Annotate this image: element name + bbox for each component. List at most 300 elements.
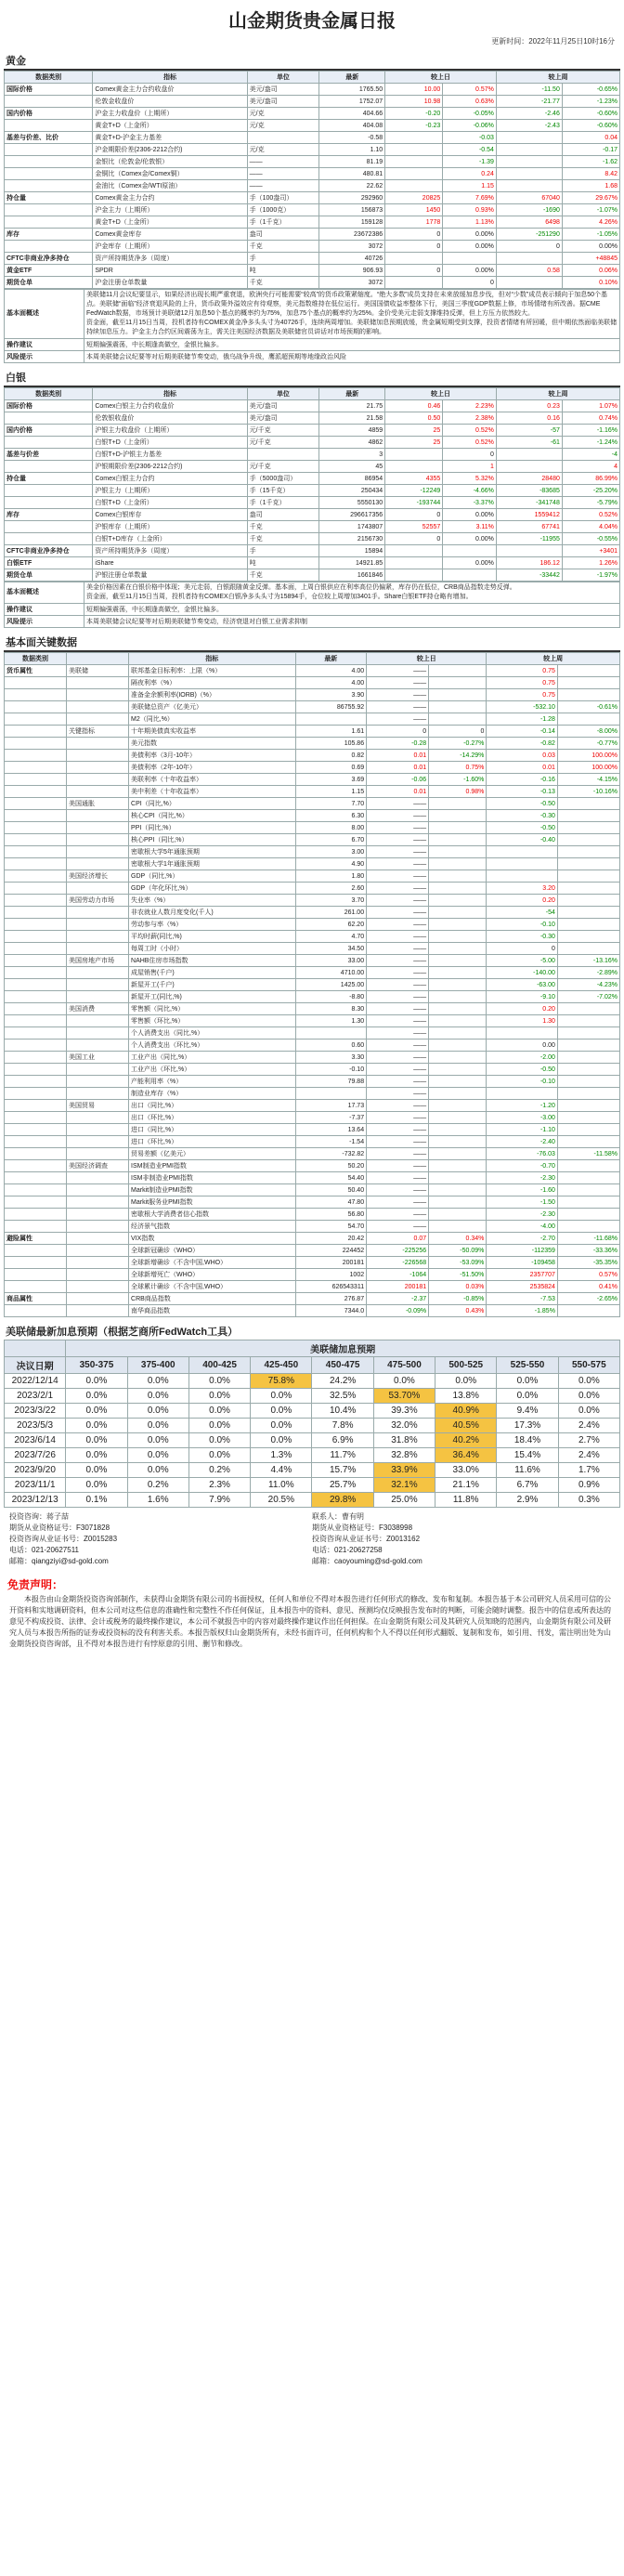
gold-cell: -0.60% <box>562 108 619 120</box>
macro-cell: 2357707 <box>487 1269 558 1281</box>
fedwatch-cell: 0.0% <box>497 1374 558 1389</box>
macro-cell <box>557 1100 619 1112</box>
silver-cell: 期货仓单 <box>5 569 93 582</box>
macro-cell: -0.16 <box>487 774 558 786</box>
macro-cell <box>67 1172 129 1184</box>
gold-cell: 黄金T+D（上金所） <box>93 216 247 229</box>
silver-row <box>5 521 620 533</box>
macro-cell: 0.03% <box>429 1281 487 1293</box>
macro-cell: —— <box>367 1052 429 1064</box>
silver-cell: 1.26% <box>562 557 619 569</box>
macro-cell: 美国经济增长 <box>67 870 129 883</box>
gold-cell: Comex黄金主力合约 <box>93 192 247 204</box>
silver-row <box>5 497 620 509</box>
macro-cell: NAHB住房市场指数 <box>129 955 296 967</box>
macro-cell <box>557 689 619 701</box>
macro-cell: 100.00% <box>557 762 619 774</box>
macro-cell <box>429 870 487 883</box>
gold-cell: 沪金库存（上期所） <box>93 241 247 253</box>
fedwatch-cell: 0.3% <box>558 1493 619 1508</box>
macro-row <box>5 810 620 822</box>
macro-cell <box>67 846 129 858</box>
silver-cell <box>5 437 93 449</box>
silver-cell: 千克 <box>247 521 319 533</box>
fedwatch-cell: 0.0% <box>188 1374 250 1389</box>
macro-cell: 0 <box>487 943 558 955</box>
silver-cell: Comex白银库存 <box>93 509 247 521</box>
fedwatch-group-header: 美联储加息预期 <box>66 1340 620 1357</box>
analyst-left-line: 期货从业资格证号：F3071828 <box>9 1523 110 1532</box>
silver-row <box>5 569 620 582</box>
macro-row <box>5 726 620 738</box>
fedwatch-cell: 75.8% <box>251 1374 312 1389</box>
fedwatch-cell: 15.4% <box>497 1448 558 1463</box>
gold-cell: 1.15 <box>443 180 497 192</box>
fedwatch-cell: 2023/7/26 <box>5 1448 66 1463</box>
macro-cell <box>5 846 67 858</box>
macro-cell: -5.00 <box>487 955 558 967</box>
silver-cell: 1.07% <box>562 400 619 412</box>
fedwatch-cell: 0.0% <box>66 1419 127 1433</box>
gold-cell: 10.98 <box>385 96 443 108</box>
macro-cell <box>5 774 67 786</box>
macro-cell: 隔夜利率（%） <box>129 677 296 689</box>
gold-cell: —— <box>247 156 319 168</box>
macro-cell: 276.87 <box>295 1293 367 1305</box>
fedwatch-cell: 53.70% <box>373 1389 435 1404</box>
gold-cell: -0.60% <box>562 120 619 132</box>
silver-header-0: 数据类别 <box>5 388 93 400</box>
macro-cell <box>429 713 487 726</box>
macro-cell: —— <box>367 907 429 919</box>
fedwatch-cell: 2023/6/14 <box>5 1433 66 1448</box>
silver-cell: 1 <box>443 461 497 473</box>
silver-cell: 0.00% <box>443 557 497 569</box>
macro-cell <box>429 1148 487 1160</box>
silver-cell: 2156730 <box>319 533 385 545</box>
fedwatch-cell: 11.6% <box>497 1463 558 1478</box>
fedwatch-cell: 31.8% <box>373 1433 435 1448</box>
macro-cell: 0.75 <box>487 665 558 677</box>
macro-cell: 0.98% <box>429 786 487 798</box>
gold-cell: -0.65% <box>562 84 619 96</box>
gold-cell: -1.07% <box>562 204 619 216</box>
macro-cell: -0.30 <box>487 810 558 822</box>
gold-cell: -0.20 <box>385 108 443 120</box>
macro-cell <box>429 665 487 677</box>
silver-cell: 0.46 <box>385 400 443 412</box>
fedwatch-cell: 0.0% <box>558 1374 619 1389</box>
fedwatch-col-header: 425-450 <box>251 1357 312 1374</box>
fedwatch-cell: 0.0% <box>188 1433 250 1448</box>
macro-row <box>5 774 620 786</box>
gold-cell: 1.10 <box>319 144 385 156</box>
silver-cell <box>385 557 443 569</box>
gold-row <box>5 108 620 120</box>
fedwatch-row <box>5 1433 620 1448</box>
macro-cell <box>5 1305 67 1317</box>
macro-row <box>5 1184 620 1196</box>
analyst-info <box>4 1508 620 1571</box>
silver-cell: -0.55% <box>562 533 619 545</box>
fedwatch-cell: 1.3% <box>251 1448 312 1463</box>
macro-cell: 1425.00 <box>295 979 367 991</box>
macro-cell: -2.40 <box>487 1136 558 1148</box>
macro-cell <box>5 931 67 943</box>
gold-header-3: 最新 <box>319 72 385 84</box>
macro-cell <box>429 1088 487 1100</box>
silver-cell: 0.16 <box>496 412 562 425</box>
silver-cell: 0.52% <box>443 425 497 437</box>
macro-cell <box>295 1027 367 1040</box>
macro-cell <box>5 750 67 762</box>
silver-cell <box>496 461 562 473</box>
gold-cell: 0 <box>385 265 443 277</box>
macro-cell: -0.77% <box>557 738 619 750</box>
macro-cell: 1.15 <box>295 786 367 798</box>
macro-header-6: 较上周 <box>487 653 620 665</box>
gold-header-2: 单位 <box>247 72 319 84</box>
silver-section-title: 白银 <box>4 369 620 387</box>
macro-cell <box>67 1027 129 1040</box>
silver-cell: 4859 <box>319 425 385 437</box>
macro-cell: 56.80 <box>295 1209 367 1221</box>
fedwatch-cell: 0.0% <box>127 1404 188 1419</box>
macro-header-1 <box>67 653 129 665</box>
macro-cell <box>5 1245 67 1257</box>
macro-cell: 商品属性 <box>5 1293 67 1305</box>
silver-cell: Comex白银主力合约收盘价 <box>93 400 247 412</box>
macro-cell: -2.30 <box>487 1172 558 1184</box>
silver-cell: -1.24% <box>562 437 619 449</box>
analyst-left-line: 投资咨询：蒋子喆 <box>9 1512 69 1521</box>
gold-cell: 0.24 <box>443 168 497 180</box>
macro-cell: —— <box>367 1148 429 1160</box>
silver-cell: 手（15千克） <box>247 485 319 497</box>
macro-cell: -11.58% <box>557 1148 619 1160</box>
analyst-right-line: 联系人：曹有明 <box>312 1512 364 1521</box>
macro-row <box>5 1281 620 1293</box>
silver-cell: -57 <box>496 425 562 437</box>
macro-cell: 0.82 <box>295 750 367 762</box>
silver-cell <box>496 449 562 461</box>
macro-cell <box>67 1196 129 1209</box>
macro-cell: 每周工时（小时） <box>129 943 296 955</box>
macro-cell <box>5 1160 67 1172</box>
macro-cell <box>487 1027 558 1040</box>
macro-cell <box>67 701 129 713</box>
gold-cell: 国内价格 <box>5 108 93 120</box>
gold-cell <box>247 132 319 144</box>
gold-cell: 0.57% <box>443 84 497 96</box>
gold-cell: 906.93 <box>319 265 385 277</box>
fedwatch-cell: 0.0% <box>127 1419 188 1433</box>
fedwatch-cell: 32.0% <box>373 1419 435 1433</box>
gold-cell: 0 <box>443 277 497 289</box>
gold-cell <box>496 180 562 192</box>
macro-cell <box>429 943 487 955</box>
macro-cell <box>67 1088 129 1100</box>
silver-cell: 3 <box>319 449 385 461</box>
silver-cell: -33442 <box>496 569 562 582</box>
macro-cell <box>67 750 129 762</box>
macro-cell: CRB商品指数 <box>129 1293 296 1305</box>
macro-cell <box>429 1160 487 1172</box>
macro-cell: 经济景气指数 <box>129 1221 296 1233</box>
gold-summary-label: 基本面概述 <box>5 290 84 339</box>
macro-cell <box>429 919 487 931</box>
macro-cell: 50.40 <box>295 1184 367 1196</box>
macro-cell: 1.80 <box>295 870 367 883</box>
macro-cell <box>295 713 367 726</box>
gold-cell: 千克 <box>247 277 319 289</box>
gold-cell: 40726 <box>319 253 385 265</box>
macro-cell <box>557 1088 619 1100</box>
gold-cell: 0 <box>385 229 443 241</box>
macro-cell <box>5 1148 67 1160</box>
silver-cell <box>385 461 443 473</box>
macro-cell: 成屋销售(千户) <box>129 967 296 979</box>
macro-cell: -63.00 <box>487 979 558 991</box>
macro-cell <box>557 1196 619 1209</box>
gold-text-table <box>4 289 620 363</box>
macro-cell: 失业率（%） <box>129 895 296 907</box>
fedwatch-row <box>5 1419 620 1433</box>
macro-cell <box>557 943 619 955</box>
macro-cell: -1064 <box>367 1269 429 1281</box>
silver-cell: -3.37% <box>443 497 497 509</box>
macro-cell: 1002 <box>295 1269 367 1281</box>
macro-cell <box>429 1040 487 1052</box>
fedwatch-cell: 0.0% <box>66 1448 127 1463</box>
gold-cell: 期货仓单 <box>5 277 93 289</box>
macro-cell <box>67 931 129 943</box>
macro-row <box>5 858 620 870</box>
fedwatch-cell: 0.0% <box>436 1374 497 1389</box>
macro-cell <box>557 1064 619 1076</box>
macro-cell <box>5 1015 67 1027</box>
macro-cell <box>67 1015 129 1027</box>
macro-cell <box>5 858 67 870</box>
gold-cell: 金铜比（Comex金/Comex铜） <box>93 168 247 180</box>
macro-cell <box>5 810 67 822</box>
fedwatch-cell: 0.0% <box>66 1389 127 1404</box>
gold-cell: 0.04 <box>562 132 619 144</box>
macro-cell: 0.01 <box>367 786 429 798</box>
macro-cell <box>557 1124 619 1136</box>
silver-cell: 86.99% <box>562 473 619 485</box>
macro-cell <box>429 1064 487 1076</box>
macro-cell: -4.00 <box>487 1221 558 1233</box>
macro-cell: 核心PPI（同比,%） <box>129 834 296 846</box>
macro-cell <box>429 895 487 907</box>
macro-cell <box>67 713 129 726</box>
macro-cell: -0.10 <box>487 919 558 931</box>
fedwatch-cell: 2.7% <box>558 1433 619 1448</box>
macro-cell: 6.70 <box>295 834 367 846</box>
macro-cell: -0.13 <box>487 786 558 798</box>
gold-cell <box>5 144 93 156</box>
macro-row <box>5 931 620 943</box>
gold-cell <box>5 168 93 180</box>
macro-cell <box>67 774 129 786</box>
gold-cell: 黄金ETF <box>5 265 93 277</box>
gold-cell: 156873 <box>319 204 385 216</box>
silver-cell: 296617356 <box>319 509 385 521</box>
macro-cell: 62.20 <box>295 919 367 931</box>
macro-cell <box>5 834 67 846</box>
macro-cell: 货币属性 <box>5 665 67 677</box>
silver-cell: 0 <box>443 449 497 461</box>
macro-cell: 3.69 <box>295 774 367 786</box>
macro-cell <box>5 1112 67 1124</box>
macro-cell: 劳动参与率（%） <box>129 919 296 931</box>
gold-cell: 10.00 <box>385 84 443 96</box>
macro-cell: —— <box>367 1221 429 1233</box>
macro-row <box>5 750 620 762</box>
macro-cell: 全球新冠确诊（WHO） <box>129 1245 296 1257</box>
macro-cell: -8.80 <box>295 991 367 1003</box>
analyst-right <box>312 1511 615 1567</box>
silver-risk: 本周美联储会议纪要等对后期美联储节奏变动，经济衰退对白银工业需求抑制 <box>84 616 620 628</box>
silver-cell: 186.12 <box>496 557 562 569</box>
macro-cell <box>5 895 67 907</box>
analyst-left-line: 投资咨询从业证书号：Z0015283 <box>9 1535 118 1543</box>
fedwatch-cell: 0.0% <box>127 1463 188 1478</box>
silver-cell: 千克 <box>247 569 319 582</box>
macro-cell: 3.30 <box>295 1052 367 1064</box>
gold-cell: 手 <box>247 253 319 265</box>
gold-header-4: 较上日 <box>385 72 497 84</box>
macro-cell: 出口（同比,%） <box>129 1100 296 1112</box>
silver-cell <box>443 545 497 557</box>
macro-cell: -51.50% <box>429 1269 487 1281</box>
macro-cell: -1.50 <box>487 1196 558 1209</box>
silver-cell: -341748 <box>496 497 562 509</box>
fedwatch-row <box>5 1389 620 1404</box>
silver-cell: 手（5000盎司） <box>247 473 319 485</box>
gold-advice-label: 操作建议 <box>5 339 84 351</box>
macro-header-2: 指标 <box>129 653 296 665</box>
gold-cell: -251290 <box>496 229 562 241</box>
fedwatch-cell: 0.0% <box>188 1448 250 1463</box>
macro-cell: CPI（同比,%） <box>129 798 296 810</box>
macro-cell: -732.82 <box>295 1148 367 1160</box>
gold-cell: 手（1千克） <box>247 216 319 229</box>
macro-cell <box>67 907 129 919</box>
macro-cell: —— <box>367 1184 429 1196</box>
gold-cell <box>443 253 497 265</box>
macro-cell: —— <box>367 1076 429 1088</box>
macro-cell <box>5 1003 67 1015</box>
macro-row <box>5 1293 620 1305</box>
macro-cell: 美元指数 <box>129 738 296 750</box>
macro-cell <box>67 1221 129 1233</box>
macro-row <box>5 1076 620 1088</box>
fedwatch-cell: 17.3% <box>497 1419 558 1433</box>
fedwatch-cell: 25.0% <box>373 1493 435 1508</box>
macro-cell: 261.00 <box>295 907 367 919</box>
gold-cell: 元/克 <box>247 108 319 120</box>
silver-cell: -11955 <box>496 533 562 545</box>
macro-cell: —— <box>367 931 429 943</box>
fedwatch-cell: 0.0% <box>127 1448 188 1463</box>
silver-cell: 0.00% <box>443 533 497 545</box>
macro-cell: 进口（同比,%） <box>129 1124 296 1136</box>
macro-cell: 新屋开工(同比,%) <box>129 991 296 1003</box>
gold-cell <box>385 144 443 156</box>
macro-cell <box>5 1172 67 1184</box>
silver-cell: 0 <box>385 509 443 521</box>
macro-cell: M2（同比,%） <box>129 713 296 726</box>
macro-cell <box>67 943 129 955</box>
silver-cell: -61 <box>496 437 562 449</box>
macro-cell: -2.30 <box>487 1209 558 1221</box>
macro-cell <box>67 1281 129 1293</box>
fedwatch-cell: 0.0% <box>66 1478 127 1493</box>
silver-cell: 21.58 <box>319 412 385 425</box>
gold-cell: 3072 <box>319 241 385 253</box>
silver-cell <box>5 533 93 545</box>
silver-cell: 28480 <box>496 473 562 485</box>
macro-cell <box>429 846 487 858</box>
macro-cell: Markit制造业PMI指数 <box>129 1184 296 1196</box>
macro-cell: 美联储 <box>67 665 129 677</box>
fedwatch-cell: 2023/12/13 <box>5 1493 66 1508</box>
macro-cell <box>67 1257 129 1269</box>
silver-cell: CFTC非商业净多持仓 <box>5 545 93 557</box>
silver-cell: 美元/盎司 <box>247 400 319 412</box>
macro-cell <box>5 738 67 750</box>
macro-cell <box>67 919 129 931</box>
silver-cell: 86954 <box>319 473 385 485</box>
gold-cell: +48845 <box>562 253 619 265</box>
gold-cell: 1778 <box>385 216 443 229</box>
macro-cell <box>429 701 487 713</box>
fedwatch-cell: 40.2% <box>436 1433 497 1448</box>
macro-row <box>5 713 620 726</box>
fedwatch-cell: 2.4% <box>558 1448 619 1463</box>
macro-cell <box>5 1124 67 1136</box>
fedwatch-cell: 0.1% <box>66 1493 127 1508</box>
macro-cell: ISM制造业PMI指数 <box>129 1160 296 1172</box>
silver-cell: 沪银期限价差(2306-2212合约) <box>93 461 247 473</box>
gold-cell: —— <box>247 168 319 180</box>
macro-cell: —— <box>367 1136 429 1148</box>
macro-cell: —— <box>367 1112 429 1124</box>
silver-cell <box>385 449 443 461</box>
macro-row <box>5 701 620 713</box>
macro-row <box>5 1172 620 1184</box>
macro-cell: ISM非制造业PMI指数 <box>129 1172 296 1184</box>
fedwatch-title: 美联储最新加息预期（根据芝商所FedWatch工具） <box>6 1327 239 1338</box>
macro-cell: -0.50 <box>487 1064 558 1076</box>
macro-cell: —— <box>367 1124 429 1136</box>
fedwatch-cell: 0.0% <box>188 1404 250 1419</box>
gold-row <box>5 216 620 229</box>
gold-cell <box>385 156 443 168</box>
gold-header-1: 指标 <box>93 72 247 84</box>
macro-cell: 准备金余额利率(IORB)（%） <box>129 689 296 701</box>
macro-cell: 0.57% <box>557 1269 619 1281</box>
macro-cell: 3.20 <box>487 883 558 895</box>
macro-cell <box>5 1196 67 1209</box>
fedwatch-cell: 39.3% <box>373 1404 435 1419</box>
macro-row <box>5 1209 620 1221</box>
macro-cell: 制造业库存（%） <box>129 1088 296 1100</box>
gold-row <box>5 265 620 277</box>
macro-cell: —— <box>367 834 429 846</box>
